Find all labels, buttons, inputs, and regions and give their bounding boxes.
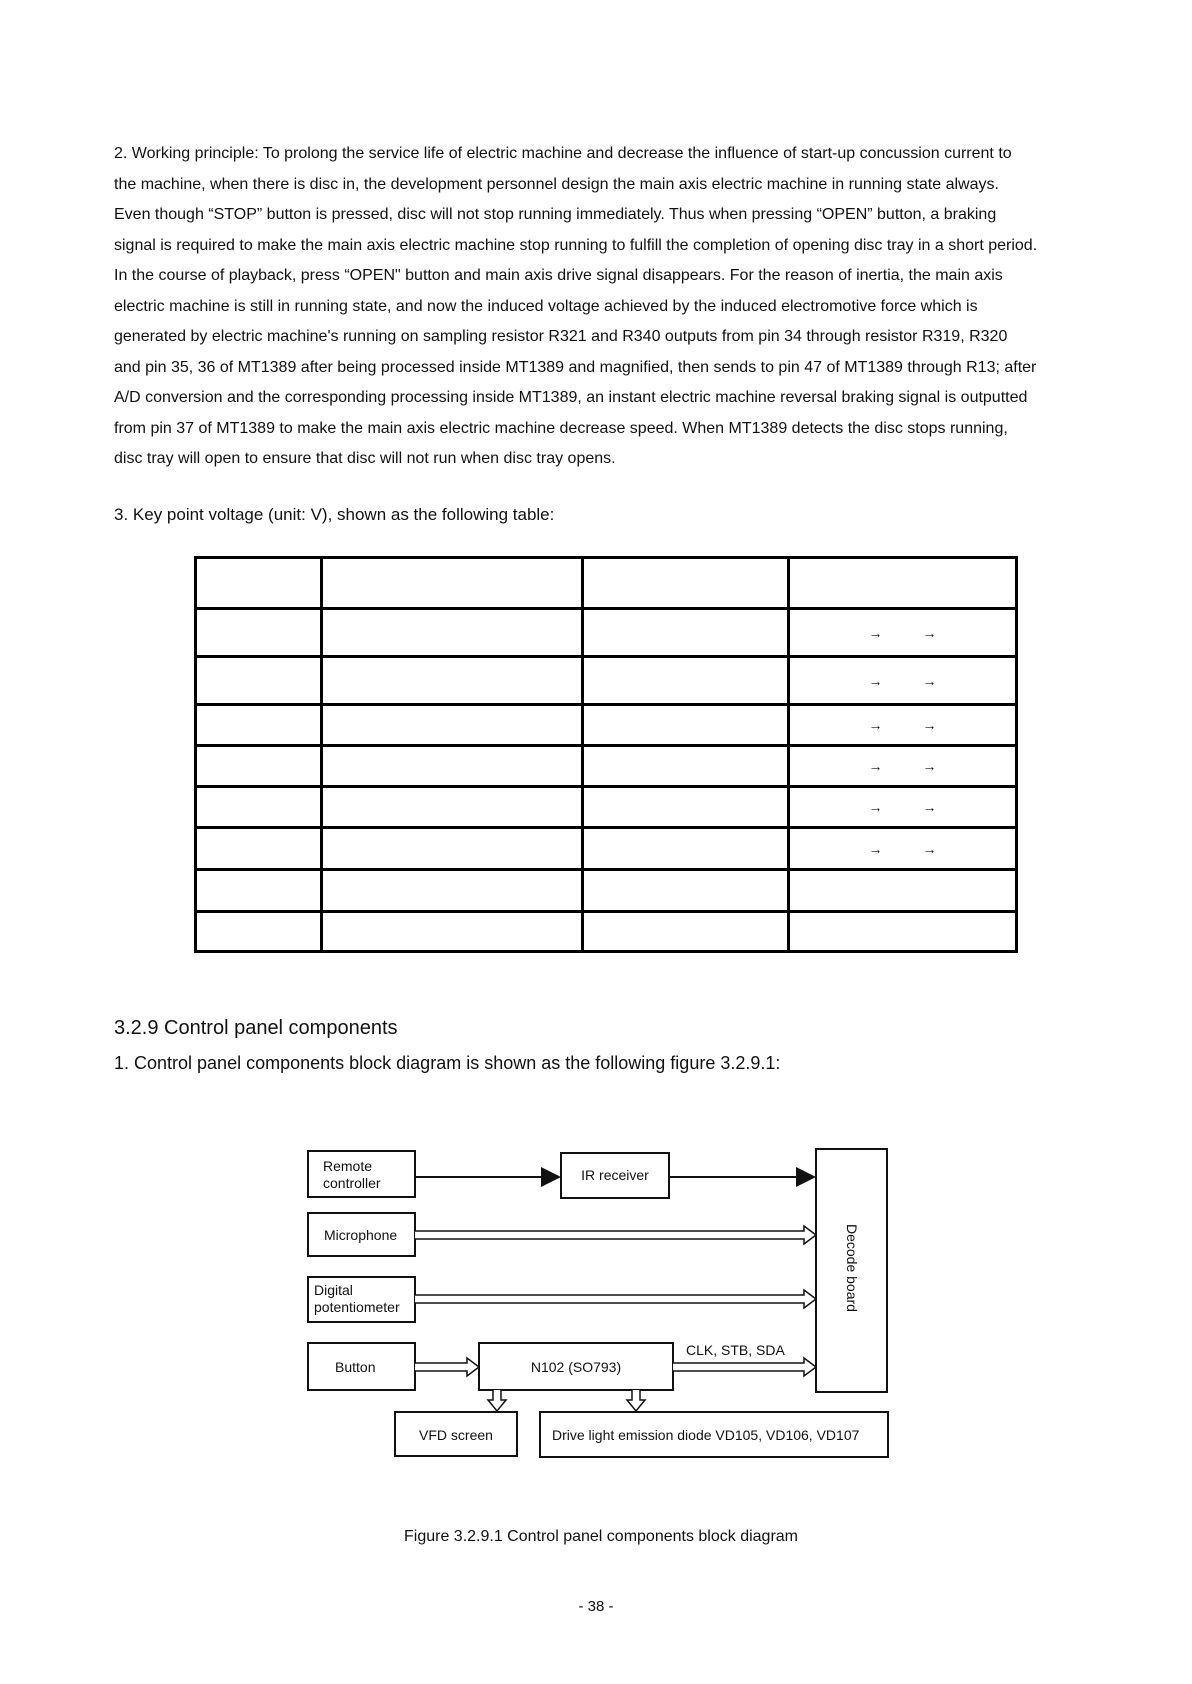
drive-led-label: Drive light emission diode VD105, VD106, VD107: [552, 1427, 860, 1443]
text-line: and pin 35, 36 of MT1389 after being processed inside MT1389 and magnified, then sends to pin 47 of MT1389 through R13; after: [114, 358, 1037, 376]
section-intro: 1. Control panel components block diagram is shown as the following figure 3.2.9.1:: [114, 1053, 781, 1073]
bus-label: CLK, STB, SDA: [686, 1342, 785, 1358]
text-line: generated by electric machine's running on sampling resistor R321 and R340 outputs from pin 34 through resistor R319, R320: [114, 328, 1008, 345]
text-line: the machine, when there is disc in, the development personnel design the main axis electric machine in running state always.: [114, 175, 999, 193]
digital-label: Digital: [314, 1282, 353, 1298]
arrow-icon: →: [868, 717, 883, 733]
arrow-icon: →: [868, 624, 883, 641]
arrow-microphone-to-decode: [415, 1226, 816, 1244]
arrow-n102-to-led: [627, 1390, 645, 1411]
digital-label-2: potentiometer: [314, 1299, 400, 1315]
text-line: signal is required to make the main axis electric machine stop running to fulfill the completion of opening disc tray in a short period.: [114, 236, 1038, 254]
arrow-n102-to-decode: [673, 1358, 816, 1376]
vfd-label: VFD screen: [419, 1427, 493, 1443]
microphone-label: Microphone: [324, 1227, 398, 1243]
arrow-digital-to-decode: [415, 1290, 816, 1308]
remote-label: Remote: [323, 1158, 373, 1174]
arrow-icon: →: [868, 672, 883, 689]
text-line: 2. Working principle: To prolong the service life of electric machine and decrease the influence of start-up concussion current to: [114, 145, 1012, 162]
figure-caption: Figure 3.2.9.1 Control panel components block diagram: [404, 1528, 798, 1545]
arrow-icon: →: [922, 840, 937, 857]
text-line: disc tray will open to ensure that disc will not run when disc tray opens.: [114, 450, 616, 467]
remote-label-2: controller: [323, 1175, 381, 1191]
key-point-heading: 3. Key point voltage (unit: V), shown as the following table:: [114, 505, 555, 524]
page-number: - 38 -: [578, 1598, 614, 1615]
button-label: Button: [335, 1359, 376, 1375]
arrow-icon: →: [922, 672, 937, 689]
text-line: from pin 37 of MT1389 to make the main axis electric machine decrease speed. When MT1389 detects the disc stops running,: [114, 419, 1008, 437]
text-line: A/D conversion and the corresponding processing inside MT1389, an instant electric machine reversal braking signal is outputted: [114, 389, 1028, 406]
arrow-icon: →: [868, 758, 883, 774]
text-line: electric machine is still in running state, and now the induced voltage achieved by the induced electromotive force which is: [114, 297, 978, 315]
arrow-icon: →: [922, 758, 937, 774]
ir-receiver-label: IR receiver: [581, 1167, 649, 1183]
arrow-button-to-n102: [415, 1358, 479, 1376]
arrow-icon: →: [922, 799, 937, 815]
arrow-icon: →: [922, 624, 937, 641]
arrow-icon: →: [922, 717, 937, 733]
text-line: Even though “STOP” button is pressed, disc will not stop running immediately. Thus when pressing “OPEN” button, a braking: [114, 206, 997, 223]
n102-label: N102 (SO793): [530, 1359, 622, 1375]
section-title: 3.2.9 Control panel components: [114, 1017, 398, 1039]
text-line: In the course of playback, press “OPEN" button and main axis drive signal disappears. For the reason of inertia, the main axis: [114, 267, 1003, 284]
arrow-icon: →: [868, 799, 883, 815]
arrow-icon: →: [868, 840, 883, 857]
arrow-n102-to-vfd: [488, 1390, 506, 1411]
decode-board-label: Decode board: [844, 1224, 860, 1312]
